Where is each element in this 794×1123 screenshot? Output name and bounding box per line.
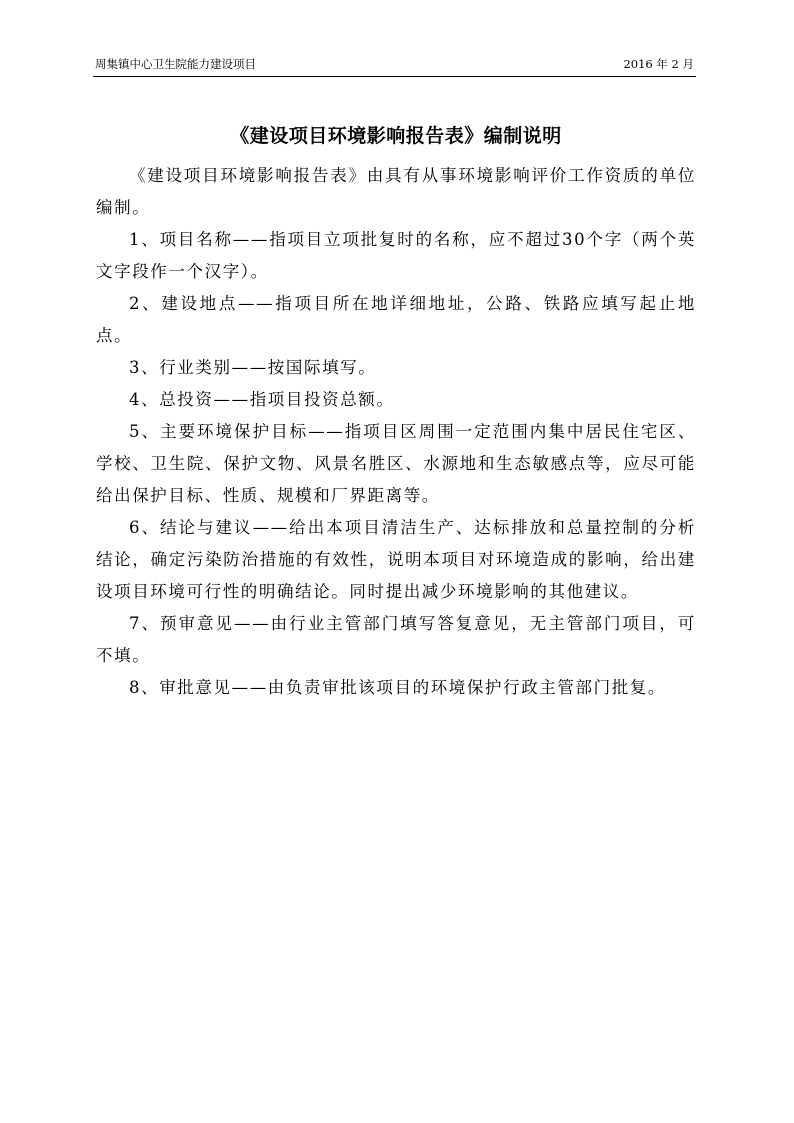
intro-paragraph: 《建设项目环境影响报告表》由具有从事环境影响评价工作资质的单位编制。 <box>96 166 696 217</box>
item-protection-targets: 5、主要环境保护目标——指项目区周围一定范围内集中居民住宅区、学校、卫生院、保护文物、风景名胜区、水源地和生态敏感点等，应尽可能给出保护目标、性质、规模和厂界距离等。 <box>96 422 696 505</box>
document-title: 《建设项目环境影响报告表》编制说明 <box>230 125 562 147</box>
header-project-name: 周集镇中心卫生院能力建设项目 <box>95 57 256 71</box>
page-header <box>93 52 696 77</box>
document-body <box>96 160 696 704</box>
item-total-investment: 4、总投资——指项目投资总额。 <box>129 390 395 409</box>
item-industry-category: 3、行业类别——按国际填写。 <box>129 358 377 377</box>
item-project-name: 1、项目名称——指项目立项批复时的名称，应不超过30个字（两个英文字段作一个汉字）。 <box>96 230 696 281</box>
item-preliminary-review: 7、预审意见——由行业主管部门填写答复意见，无主管部门项目，可不填。 <box>96 614 696 665</box>
item-conclusions: 6、结论与建议——给出本项目清洁生产、达标排放和总量控制的分析结论，确定污染防治措施的有效性，说明本项目对环境造成的影响，给出建设项目环境可行性的明确结论。同时提出减少环境影响的其他建议。 <box>96 518 696 601</box>
item-construction-site: 2、建设地点——指项目所在地详细地址，公路、铁路应填写起止地点。 <box>96 294 696 345</box>
header-date: 2016 年 2 月 <box>623 57 694 71</box>
item-approval-opinion: 8、审批意见——由负责审批该项目的环境保护行政主管部门批复。 <box>129 678 666 697</box>
